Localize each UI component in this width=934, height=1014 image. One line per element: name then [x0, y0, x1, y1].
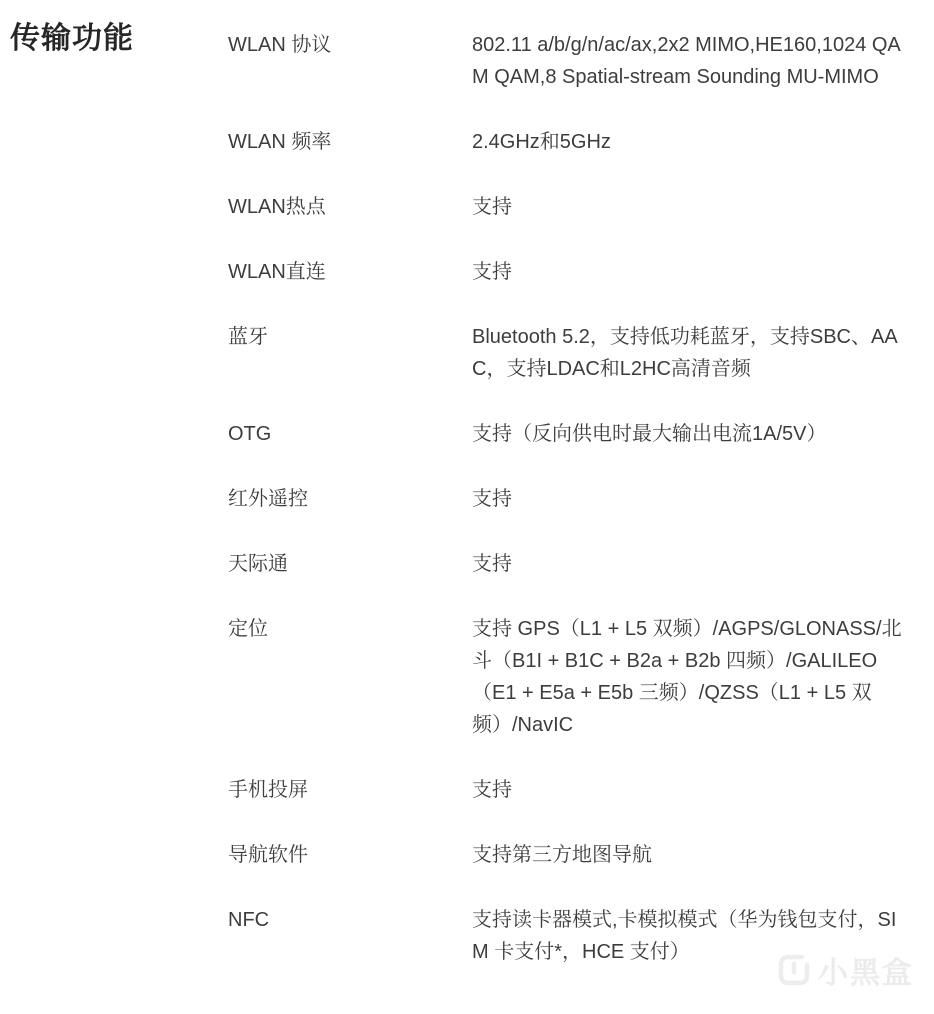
- spec-value: 支持读卡器模式,卡模拟模式（华为钱包支付，SIM 卡支付*，HCE 支付）: [472, 909, 897, 963]
- spec-label: WLAN 协议: [228, 34, 332, 56]
- watermark-text: 小黑盒: [818, 957, 914, 990]
- spec-value: 2.4GHz和5GHz: [472, 131, 611, 153]
- spec-label: 导航软件: [228, 844, 308, 866]
- spec-value: 支持第三方地图导航: [472, 844, 652, 866]
- spec-row-wlan-frequency: [228, 126, 934, 158]
- spec-row-otg: [228, 418, 934, 450]
- spec-row-wlan-direct: [228, 256, 934, 288]
- spec-label: 定位: [228, 618, 268, 640]
- spec-row-screen-cast: [228, 774, 934, 806]
- spec-label: NFC: [228, 909, 270, 931]
- spec-label: OTG: [228, 423, 272, 445]
- spec-rows: [228, 22, 934, 1001]
- spec-value: 支持 GPS（L1 + L5 双频）/AGPS/GLONASS/北斗（B1I + B1C + B2a + B2b 四频）/GALILEO（E1 + E5a + E5b 三频）/QZSS（L1 + L5 双频）/NavIC: [472, 618, 902, 736]
- spec-label: 蓝牙: [228, 326, 268, 348]
- spec-row-bluetooth: [228, 321, 934, 385]
- spec-row-wlan-hotspot: [228, 191, 934, 223]
- spec-label: WLAN直连: [228, 261, 326, 283]
- heybox-box-icon: [777, 953, 811, 987]
- spec-value: 支持: [472, 488, 512, 510]
- spec-value: 支持: [472, 553, 512, 575]
- spec-label: 天际通: [228, 553, 288, 575]
- spec-row-wlan-protocol: [228, 29, 934, 93]
- spec-value: 支持: [472, 779, 512, 801]
- spec-label: 手机投屏: [228, 779, 308, 801]
- spec-value: 支持: [472, 261, 512, 283]
- section-title: 传输功能: [10, 22, 134, 55]
- spec-value: 支持: [472, 196, 512, 218]
- spec-label: WLAN热点: [228, 196, 326, 218]
- spec-row-navigation-software: [228, 839, 934, 871]
- spec-row-infrared: [228, 483, 934, 515]
- spec-row-skytone: [228, 548, 934, 580]
- spec-label: WLAN 频率: [228, 131, 332, 153]
- spec-row-positioning: [228, 613, 934, 741]
- section-title-column: [10, 22, 228, 1001]
- spec-value: 支持（反向供电时最大输出电流1A/5V）: [472, 423, 827, 445]
- spec-label: 红外遥控: [228, 488, 308, 510]
- spec-value: Bluetooth 5.2，支持低功耗蓝牙，支持SBC、AAC，支持LDAC和L2HC高清音频: [472, 326, 898, 380]
- watermark: [777, 948, 914, 992]
- spec-value: 802.11 a/b/g/n/ac/ax,2x2 MIMO,HE160,1024 QAM QAM,8 Spatial-stream Sounding MU-MIMO: [472, 34, 901, 88]
